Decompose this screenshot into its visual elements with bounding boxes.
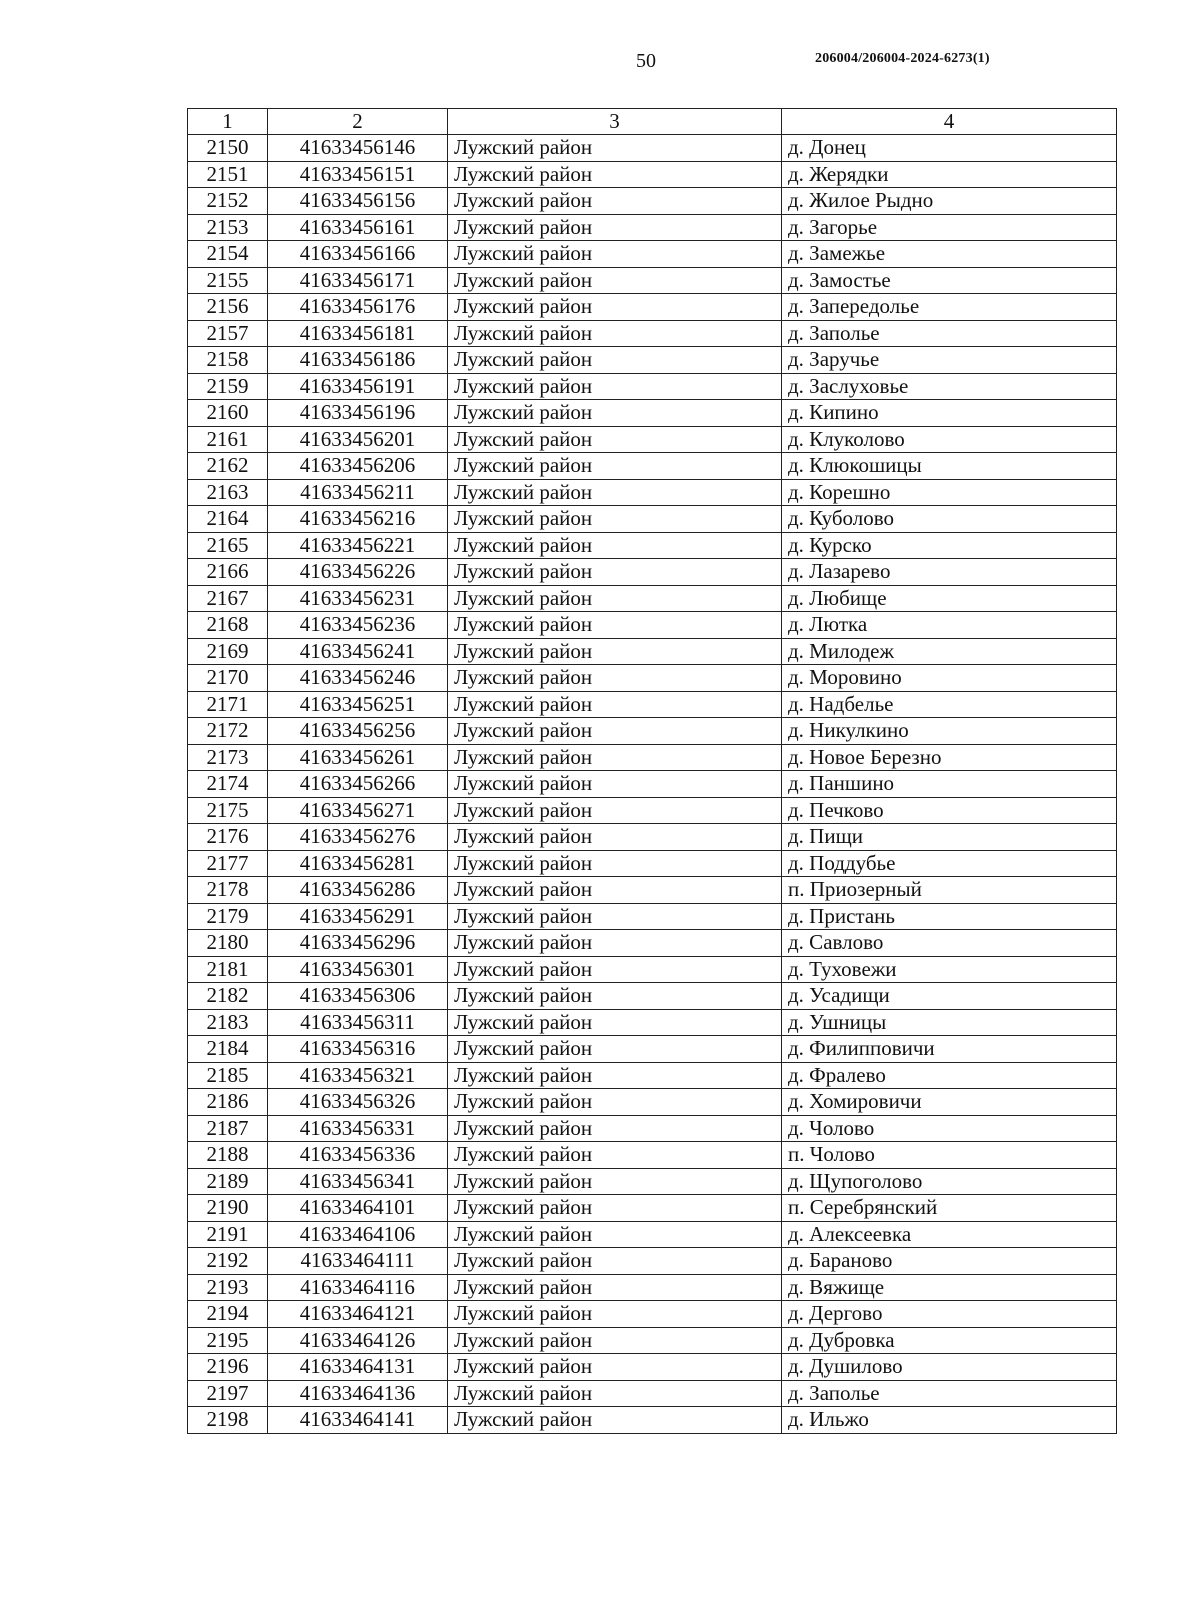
row-number-cell: 2184 [188, 1036, 268, 1063]
settlement-cell: д. Ильжо [782, 1407, 1117, 1434]
settlement-cell: д. Новое Березно [782, 744, 1117, 771]
settlement-cell: д. Фралево [782, 1062, 1117, 1089]
code-cell: 41633456226 [268, 559, 448, 586]
table-row [188, 373, 1117, 400]
district-cell: Лужский район [448, 1274, 782, 1301]
district-cell: Лужский район [448, 691, 782, 718]
row-number-cell: 2194 [188, 1301, 268, 1328]
settlement-cell: д. Заручье [782, 347, 1117, 374]
column-header-2: 2 [268, 109, 448, 135]
settlement-cell: п. Приозерный [782, 877, 1117, 904]
row-number-cell: 2176 [188, 824, 268, 851]
table-row [188, 665, 1117, 692]
district-cell: Лужский район [448, 400, 782, 427]
settlement-cell: д. Туховежи [782, 956, 1117, 983]
table-row [188, 1142, 1117, 1169]
table-row [188, 241, 1117, 268]
district-cell: Лужский район [448, 532, 782, 559]
district-cell: Лужский район [448, 214, 782, 241]
table-row [188, 824, 1117, 851]
district-cell: Лужский район [448, 903, 782, 930]
table-row [188, 559, 1117, 586]
settlement-cell: д. Жилое Рыдно [782, 188, 1117, 215]
code-cell: 41633456151 [268, 161, 448, 188]
table-row [188, 1062, 1117, 1089]
district-cell: Лужский район [448, 1248, 782, 1275]
district-cell: Лужский район [448, 983, 782, 1010]
row-number-cell: 2167 [188, 585, 268, 612]
settlement-cell: д. Лазарево [782, 559, 1117, 586]
code-cell: 41633456181 [268, 320, 448, 347]
settlement-cell: д. Пристань [782, 903, 1117, 930]
table-row [188, 506, 1117, 533]
row-number-cell: 2185 [188, 1062, 268, 1089]
district-cell: Лужский район [448, 373, 782, 400]
code-cell: 41633456166 [268, 241, 448, 268]
row-number-cell: 2178 [188, 877, 268, 904]
row-number-cell: 2195 [188, 1327, 268, 1354]
code-cell: 41633456231 [268, 585, 448, 612]
settlement-cell: д. Милодеж [782, 638, 1117, 665]
table-row [188, 903, 1117, 930]
table-row [188, 850, 1117, 877]
settlement-cell: д. Корешно [782, 479, 1117, 506]
row-number-cell: 2170 [188, 665, 268, 692]
row-number-cell: 2187 [188, 1115, 268, 1142]
code-cell: 41633456251 [268, 691, 448, 718]
settlement-cell: д. Заслуховье [782, 373, 1117, 400]
row-number-cell: 2192 [188, 1248, 268, 1275]
table-row [188, 320, 1117, 347]
district-cell: Лужский район [448, 1009, 782, 1036]
row-number-cell: 2193 [188, 1274, 268, 1301]
table-row [188, 877, 1117, 904]
table-row [188, 479, 1117, 506]
district-cell: Лужский район [448, 665, 782, 692]
district-cell: Лужский район [448, 1115, 782, 1142]
code-cell: 41633456336 [268, 1142, 448, 1169]
table-row [188, 1248, 1117, 1275]
code-cell: 41633456316 [268, 1036, 448, 1063]
settlement-cell: д. Поддубье [782, 850, 1117, 877]
code-cell: 41633464116 [268, 1274, 448, 1301]
row-number-cell: 2198 [188, 1407, 268, 1434]
row-number-cell: 2159 [188, 373, 268, 400]
table-row [188, 718, 1117, 745]
table-row [188, 532, 1117, 559]
row-number-cell: 2172 [188, 718, 268, 745]
district-cell: Лужский район [448, 718, 782, 745]
table-row [188, 797, 1117, 824]
row-number-cell: 2179 [188, 903, 268, 930]
code-cell: 41633456301 [268, 956, 448, 983]
code-cell: 41633456196 [268, 400, 448, 427]
table-body [188, 135, 1117, 1434]
row-number-cell: 2191 [188, 1221, 268, 1248]
row-number-cell: 2175 [188, 797, 268, 824]
district-cell: Лужский район [448, 1142, 782, 1169]
table-row [188, 1354, 1117, 1381]
code-cell: 41633456331 [268, 1115, 448, 1142]
row-number-cell: 2152 [188, 188, 268, 215]
table-row [188, 1221, 1117, 1248]
settlement-cell: п. Чолово [782, 1142, 1117, 1169]
settlement-cell: д. Клуколово [782, 426, 1117, 453]
district-cell: Лужский район [448, 241, 782, 268]
district-cell: Лужский район [448, 771, 782, 798]
table-row [188, 956, 1117, 983]
table-row [188, 267, 1117, 294]
settlement-cell: д. Донец [782, 135, 1117, 162]
code-cell: 41633456256 [268, 718, 448, 745]
settlement-cell: п. Серебрянский [782, 1195, 1117, 1222]
table-row [188, 347, 1117, 374]
code-cell: 41633456266 [268, 771, 448, 798]
row-number-cell: 2196 [188, 1354, 268, 1381]
district-cell: Лужский район [448, 1089, 782, 1116]
code-cell: 41633456291 [268, 903, 448, 930]
district-cell: Лужский район [448, 135, 782, 162]
row-number-cell: 2162 [188, 453, 268, 480]
district-cell: Лужский район [448, 347, 782, 374]
table-row [188, 983, 1117, 1010]
district-cell: Лужский район [448, 930, 782, 957]
code-cell: 41633456171 [268, 267, 448, 294]
settlement-cell: д. Никулкино [782, 718, 1117, 745]
settlement-cell: д. Щупоголово [782, 1168, 1117, 1195]
district-cell: Лужский район [448, 1195, 782, 1222]
code-cell: 41633464136 [268, 1380, 448, 1407]
settlement-cell: д. Филипповичи [782, 1036, 1117, 1063]
district-cell: Лужский район [448, 426, 782, 453]
code-cell: 41633464106 [268, 1221, 448, 1248]
row-number-cell: 2181 [188, 956, 268, 983]
district-cell: Лужский район [448, 320, 782, 347]
row-number-cell: 2156 [188, 294, 268, 321]
settlement-cell: д. Любище [782, 585, 1117, 612]
settlement-cell: д. Замостье [782, 267, 1117, 294]
code-cell: 41633456201 [268, 426, 448, 453]
table-row [188, 1301, 1117, 1328]
table-row [188, 585, 1117, 612]
column-header-1: 1 [188, 109, 268, 135]
settlement-cell: д. Куболово [782, 506, 1117, 533]
code-cell: 41633456241 [268, 638, 448, 665]
settlement-cell: д. Жерядки [782, 161, 1117, 188]
row-number-cell: 2154 [188, 241, 268, 268]
settlement-cell: д. Загорье [782, 214, 1117, 241]
district-cell: Лужский район [448, 956, 782, 983]
column-header-4: 4 [782, 109, 1117, 135]
code-cell: 41633456281 [268, 850, 448, 877]
row-number-cell: 2165 [188, 532, 268, 559]
table-row [188, 638, 1117, 665]
settlement-cell: д. Усадищи [782, 983, 1117, 1010]
row-number-cell: 2158 [188, 347, 268, 374]
table-row [188, 1036, 1117, 1063]
table-row [188, 1407, 1117, 1434]
row-number-cell: 2166 [188, 559, 268, 586]
table-row [188, 161, 1117, 188]
table-row [188, 294, 1117, 321]
code-cell: 41633456306 [268, 983, 448, 1010]
district-cell: Лужский район [448, 638, 782, 665]
code-cell: 41633456191 [268, 373, 448, 400]
table-row [188, 691, 1117, 718]
district-cell: Лужский район [448, 797, 782, 824]
row-number-cell: 2160 [188, 400, 268, 427]
code-cell: 41633456261 [268, 744, 448, 771]
row-number-cell: 2151 [188, 161, 268, 188]
district-cell: Лужский район [448, 1036, 782, 1063]
district-cell: Лужский район [448, 585, 782, 612]
code-cell: 41633456176 [268, 294, 448, 321]
settlement-cell: д. Надбелье [782, 691, 1117, 718]
table-row [188, 1274, 1117, 1301]
settlement-cell: д. Лютка [782, 612, 1117, 639]
row-number-cell: 2164 [188, 506, 268, 533]
code-cell: 41633464101 [268, 1195, 448, 1222]
row-number-cell: 2197 [188, 1380, 268, 1407]
district-cell: Лужский район [448, 559, 782, 586]
settlement-cell: д. Савлово [782, 930, 1117, 957]
table-row [188, 1195, 1117, 1222]
settlement-cell: д. Заполье [782, 320, 1117, 347]
district-cell: Лужский район [448, 1062, 782, 1089]
table-row [188, 930, 1117, 957]
district-cell: Лужский район [448, 161, 782, 188]
settlement-cell: д. Паншино [782, 771, 1117, 798]
settlement-cell: д. Дергово [782, 1301, 1117, 1328]
district-cell: Лужский район [448, 1301, 782, 1328]
code-cell: 41633456311 [268, 1009, 448, 1036]
district-cell: Лужский район [448, 612, 782, 639]
settlement-cell: д. Клюкошицы [782, 453, 1117, 480]
district-cell: Лужский район [448, 877, 782, 904]
district-cell: Лужский район [448, 850, 782, 877]
row-number-cell: 2153 [188, 214, 268, 241]
district-cell: Лужский район [448, 1221, 782, 1248]
column-header-3: 3 [448, 109, 782, 135]
settlement-cell: д. Пищи [782, 824, 1117, 851]
row-number-cell: 2190 [188, 1195, 268, 1222]
table-row [188, 771, 1117, 798]
code-cell: 41633464131 [268, 1354, 448, 1381]
row-number-cell: 2168 [188, 612, 268, 639]
code-cell: 41633456221 [268, 532, 448, 559]
table-row [188, 744, 1117, 771]
code-cell: 41633456146 [268, 135, 448, 162]
row-number-cell: 2188 [188, 1142, 268, 1169]
table-row [188, 612, 1117, 639]
settlement-cell: д. Чолово [782, 1115, 1117, 1142]
district-cell: Лужский район [448, 453, 782, 480]
row-number-cell: 2155 [188, 267, 268, 294]
settlement-cell: д. Печково [782, 797, 1117, 824]
code-cell: 41633456186 [268, 347, 448, 374]
district-cell: Лужский район [448, 1327, 782, 1354]
settlement-cell: д. Заполье [782, 1380, 1117, 1407]
district-cell: Лужский район [448, 1380, 782, 1407]
settlements-table [187, 108, 1117, 1434]
table-row [188, 1115, 1117, 1142]
table-row [188, 400, 1117, 427]
code-cell: 41633464141 [268, 1407, 448, 1434]
table-row [188, 453, 1117, 480]
table-row [188, 1089, 1117, 1116]
row-number-cell: 2169 [188, 638, 268, 665]
district-cell: Лужский район [448, 506, 782, 533]
page-number: 50 [636, 50, 656, 72]
district-cell: Лужский район [448, 824, 782, 851]
table-row [188, 1380, 1117, 1407]
district-cell: Лужский район [448, 1407, 782, 1434]
table-row [188, 1009, 1117, 1036]
district-cell: Лужский район [448, 744, 782, 771]
settlement-cell: д. Ушницы [782, 1009, 1117, 1036]
settlement-cell: д. Бараново [782, 1248, 1117, 1275]
row-number-cell: 2186 [188, 1089, 268, 1116]
code-cell: 41633456271 [268, 797, 448, 824]
district-cell: Лужский район [448, 1168, 782, 1195]
code-cell: 41633456276 [268, 824, 448, 851]
table-row [188, 214, 1117, 241]
code-cell: 41633464121 [268, 1301, 448, 1328]
table-row [188, 188, 1117, 215]
row-number-cell: 2171 [188, 691, 268, 718]
code-cell: 41633456156 [268, 188, 448, 215]
row-number-cell: 2157 [188, 320, 268, 347]
code-cell: 41633456216 [268, 506, 448, 533]
district-cell: Лужский район [448, 188, 782, 215]
code-cell: 41633456206 [268, 453, 448, 480]
code-cell: 41633456161 [268, 214, 448, 241]
settlement-cell: д. Замежье [782, 241, 1117, 268]
settlement-cell: д. Душилово [782, 1354, 1117, 1381]
row-number-cell: 2150 [188, 135, 268, 162]
table-row [188, 135, 1117, 162]
code-cell: 41633456296 [268, 930, 448, 957]
settlement-cell: д. Хомировичи [782, 1089, 1117, 1116]
code-cell: 41633456286 [268, 877, 448, 904]
district-cell: Лужский район [448, 267, 782, 294]
code-cell: 41633456326 [268, 1089, 448, 1116]
row-number-cell: 2189 [188, 1168, 268, 1195]
district-cell: Лужский район [448, 1354, 782, 1381]
row-number-cell: 2183 [188, 1009, 268, 1036]
settlement-cell: д. Курско [782, 532, 1117, 559]
row-number-cell: 2163 [188, 479, 268, 506]
settlement-cell: д. Вяжище [782, 1274, 1117, 1301]
document-reference: 206004/206004-2024-6273(1) [815, 51, 990, 66]
settlement-cell: д. Кипино [782, 400, 1117, 427]
table-row [188, 1168, 1117, 1195]
code-cell: 41633464111 [268, 1248, 448, 1275]
row-number-cell: 2180 [188, 930, 268, 957]
code-cell: 41633456321 [268, 1062, 448, 1089]
row-number-cell: 2177 [188, 850, 268, 877]
code-cell: 41633456211 [268, 479, 448, 506]
row-number-cell: 2173 [188, 744, 268, 771]
district-cell: Лужский район [448, 479, 782, 506]
settlement-cell: д. Моровино [782, 665, 1117, 692]
settlement-cell: д. Запередолье [782, 294, 1117, 321]
code-cell: 41633456236 [268, 612, 448, 639]
table-row [188, 1327, 1117, 1354]
code-cell: 41633464126 [268, 1327, 448, 1354]
code-cell: 41633456341 [268, 1168, 448, 1195]
row-number-cell: 2182 [188, 983, 268, 1010]
row-number-cell: 2161 [188, 426, 268, 453]
code-cell: 41633456246 [268, 665, 448, 692]
row-number-cell: 2174 [188, 771, 268, 798]
settlement-cell: д. Алексеевка [782, 1221, 1117, 1248]
table-row [188, 426, 1117, 453]
settlement-cell: д. Дубровка [782, 1327, 1117, 1354]
district-cell: Лужский район [448, 294, 782, 321]
table-header-row [188, 109, 1117, 135]
